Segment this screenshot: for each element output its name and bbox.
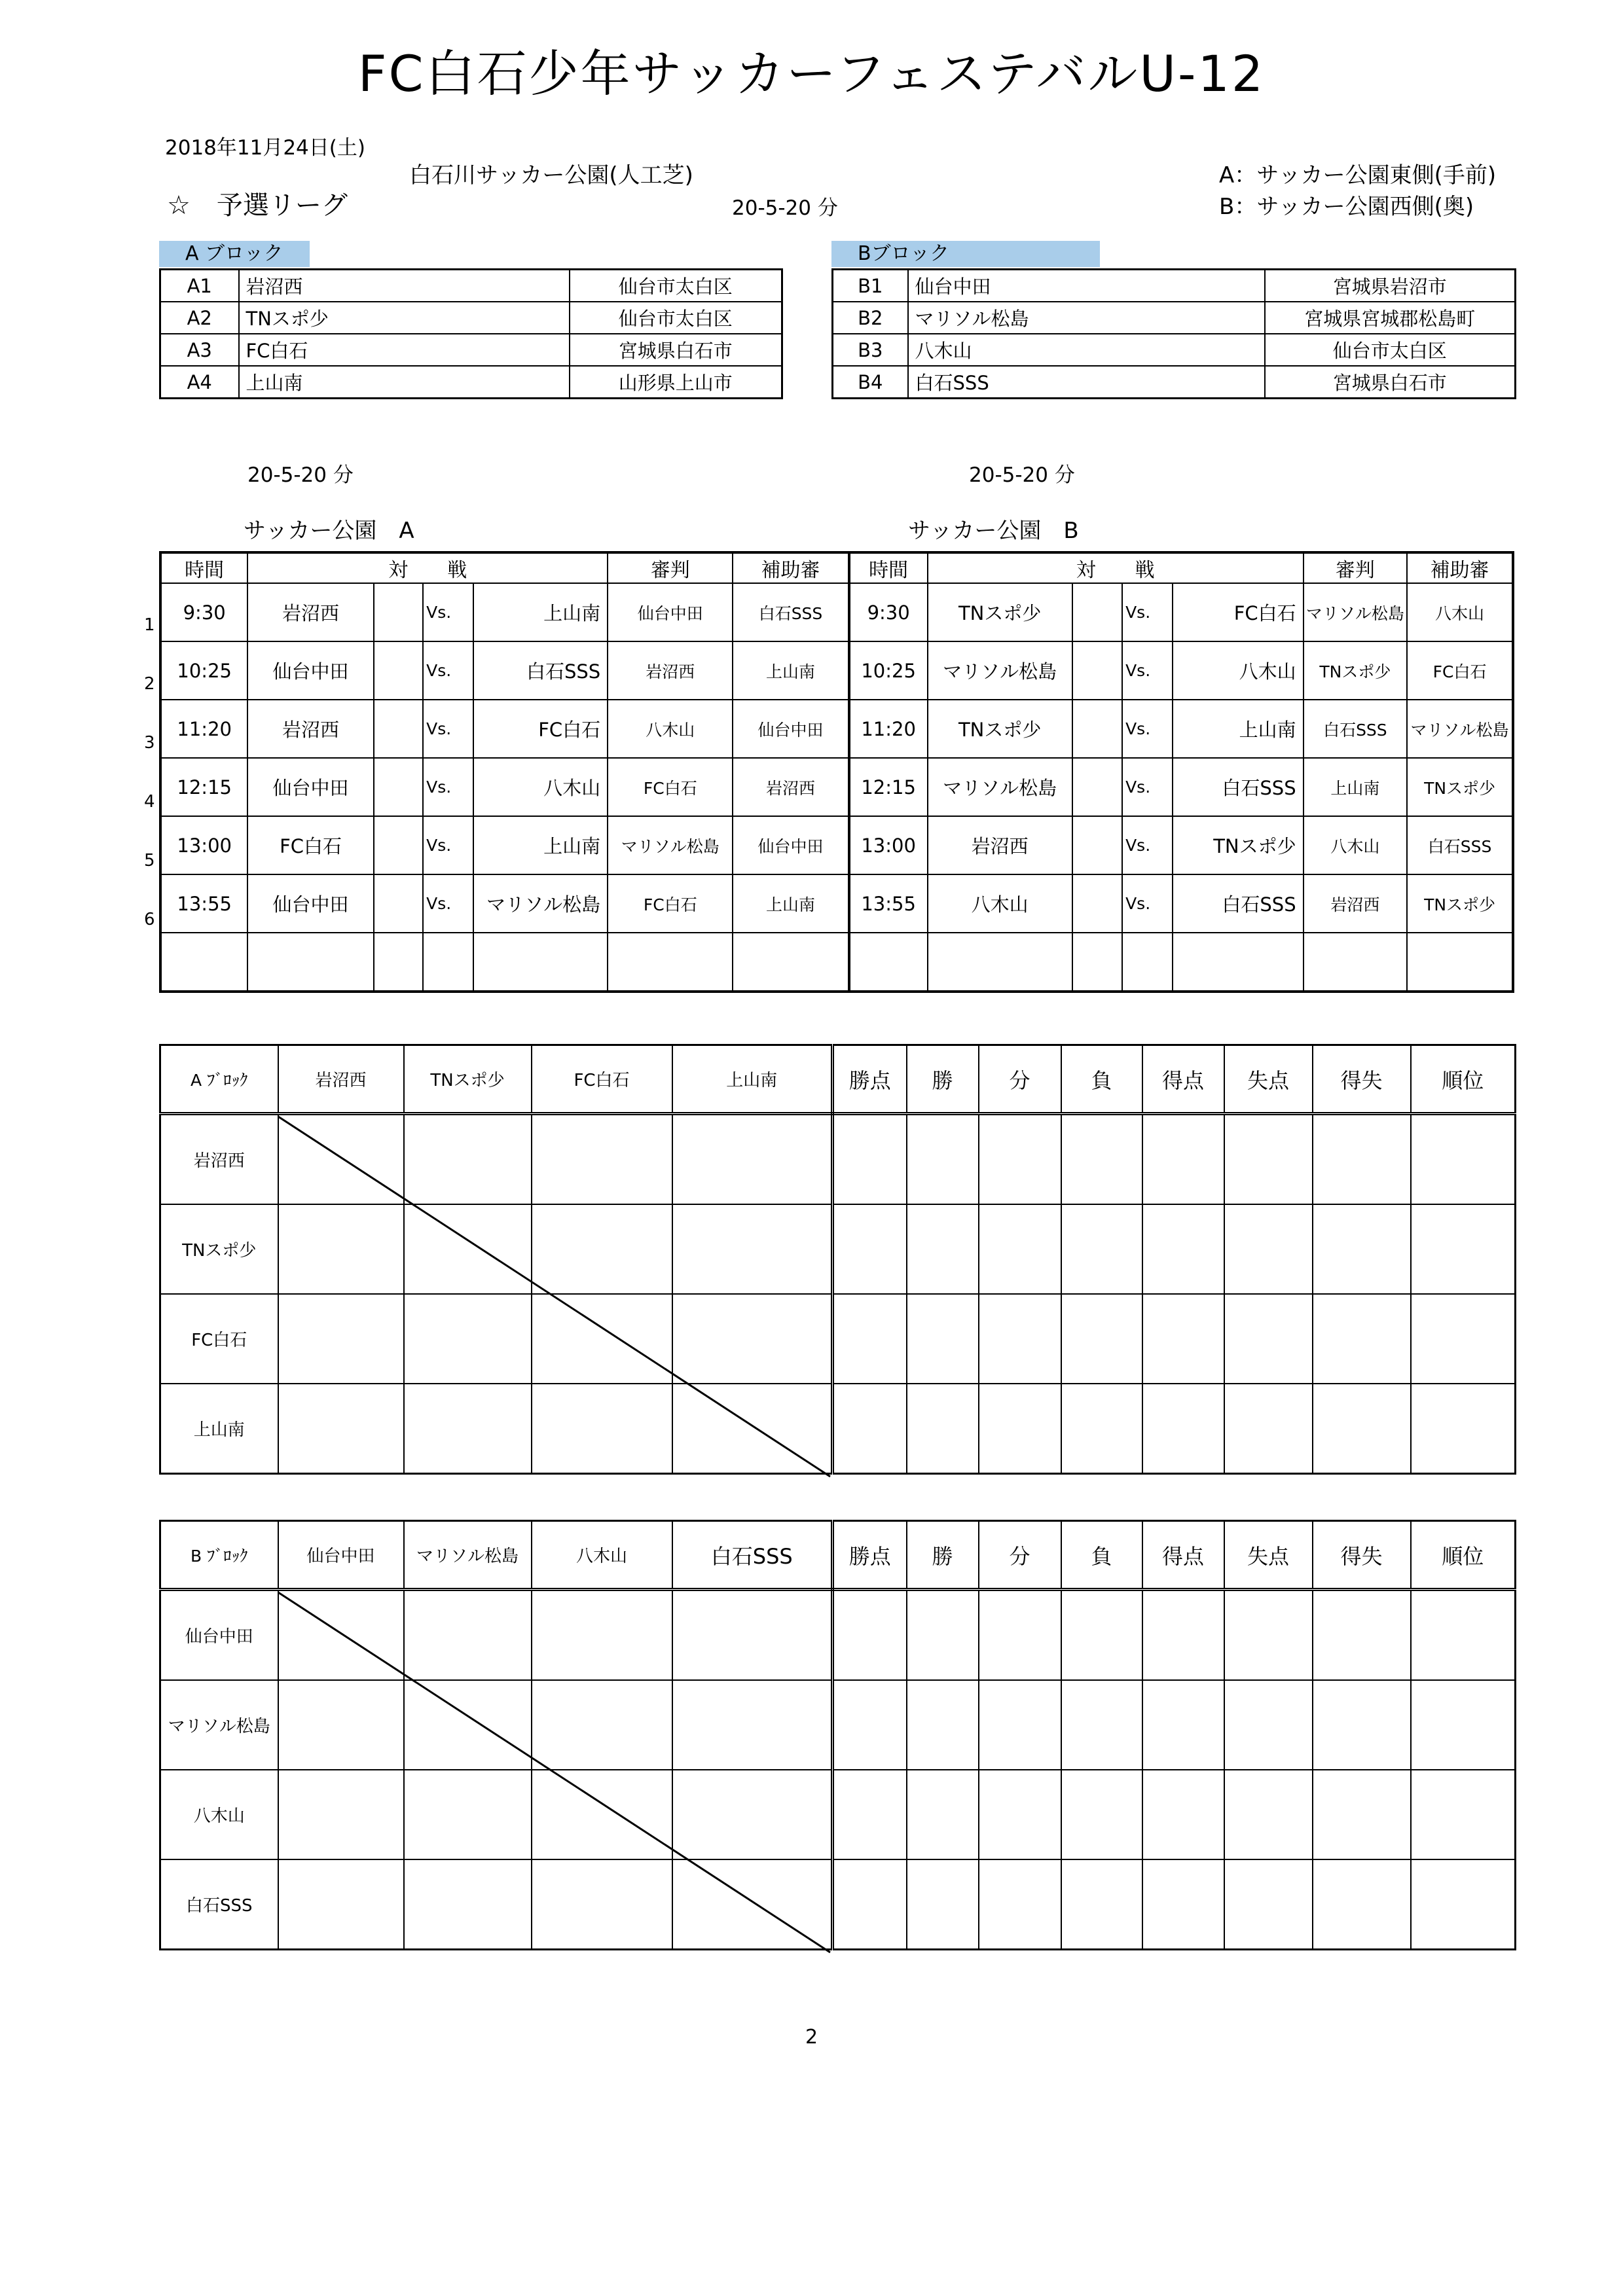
team-place: 仙台市太白区: [570, 270, 782, 302]
team-name: 岩沼西: [239, 270, 570, 302]
vs-label: Vs.: [1122, 874, 1173, 933]
assistant-referee: 仙台中田: [733, 700, 848, 758]
referee: 仙台中田: [608, 583, 733, 641]
vs-label: Vs.: [1122, 758, 1173, 816]
header-time: 時間: [160, 552, 247, 583]
home-score: [374, 874, 423, 933]
court-b-note: B：サッカー公園西側(奥): [1219, 194, 1474, 220]
vs-label: Vs.: [1122, 583, 1173, 641]
team-id: B2: [833, 302, 908, 334]
table-row: [833, 366, 1516, 399]
row-team: TNスポ少: [160, 1204, 278, 1294]
home-score: [374, 758, 423, 816]
table-row-empty: [160, 933, 1513, 992]
referee: 上山南: [1304, 758, 1408, 816]
column-team: 八木山: [532, 1521, 672, 1590]
away-team: 白石SSS: [1173, 758, 1304, 816]
match-time: 10:25: [160, 641, 247, 700]
away-team: FC白石: [473, 700, 608, 758]
event-date: 2018年11月24日(土): [165, 136, 365, 160]
home-team: 岩沼西: [928, 816, 1072, 874]
match-time: 11:20: [849, 700, 928, 758]
home-score: [374, 583, 423, 641]
home-team: マリソル松島: [928, 758, 1072, 816]
away-team: 八木山: [473, 758, 608, 816]
team-place: 宮城県白石市: [1265, 366, 1516, 399]
assistant-referee: TNスポ少: [1407, 874, 1513, 933]
home-team: 八木山: [928, 874, 1072, 933]
match-time: 13:00: [160, 816, 247, 874]
table-row: [160, 583, 1513, 641]
column-team: 上山南: [672, 1045, 833, 1114]
vs-label: Vs.: [423, 758, 473, 816]
match-format: 20-5-20 分: [732, 196, 838, 220]
assistant-referee: 白石SSS: [733, 583, 848, 641]
table-row: [160, 1859, 1516, 1950]
home-team: FC白石: [247, 816, 373, 874]
vs-label: Vs.: [423, 816, 473, 874]
home-score: [1072, 816, 1123, 874]
home-team: TNスポ少: [928, 583, 1072, 641]
table-row: [833, 302, 1516, 334]
row-team: 白石SSS: [160, 1859, 278, 1950]
table-row: [160, 1114, 1516, 1205]
table-row: [160, 366, 782, 399]
table-header-row: [160, 1521, 1516, 1590]
vs-label: Vs.: [423, 700, 473, 758]
away-team: TNスポ少: [1173, 816, 1304, 874]
table-row: [160, 1680, 1516, 1770]
header-goals-against: 失点: [1224, 1521, 1313, 1590]
away-team: 白石SSS: [473, 641, 608, 700]
schedule-b-format: 20-5-20 分: [969, 463, 1075, 487]
block-a-result-table: [159, 1044, 1516, 1475]
away-team: マリソル松島: [473, 874, 608, 933]
round-number: 3: [144, 733, 155, 753]
referee: FC白石: [608, 874, 733, 933]
table-row: [160, 334, 782, 366]
header-goal-diff: 得失: [1313, 1521, 1411, 1590]
row-team: FC白石: [160, 1294, 278, 1384]
referee: 八木山: [608, 700, 733, 758]
round-number: 1: [144, 615, 155, 635]
header-goals-against: 失点: [1224, 1045, 1313, 1114]
match-time: 9:30: [160, 583, 247, 641]
vs-label: Vs.: [423, 583, 473, 641]
away-team: 八木山: [1173, 641, 1304, 700]
vs-label: Vs.: [1122, 641, 1173, 700]
section-title: ☆ 予選リーグ: [167, 190, 348, 221]
team-id: A4: [160, 366, 239, 399]
team-place: 仙台市太白区: [570, 302, 782, 334]
row-team: 仙台中田: [160, 1590, 278, 1681]
home-team: 仙台中田: [247, 758, 373, 816]
team-place: 山形県上山市: [570, 366, 782, 399]
table-header-row: [160, 1045, 1516, 1114]
table-row: [160, 874, 1513, 933]
page-number: 2: [805, 2026, 818, 2049]
round-number: 6: [144, 910, 155, 929]
match-time: 12:15: [160, 758, 247, 816]
table-row: [160, 1384, 1516, 1474]
table-row: [160, 1294, 1516, 1384]
row-team: 上山南: [160, 1384, 278, 1474]
home-score: [1072, 641, 1123, 700]
home-team: マリソル松島: [928, 641, 1072, 700]
column-team: 仙台中田: [278, 1521, 404, 1590]
team-id: A3: [160, 334, 239, 366]
away-team: FC白石: [1173, 583, 1304, 641]
assistant-referee: FC白石: [1407, 641, 1513, 700]
team-name: 白石SSS: [908, 366, 1265, 399]
assistant-referee: TNスポ少: [1407, 758, 1513, 816]
assistant-referee: 八木山: [1407, 583, 1513, 641]
table-row: [160, 1770, 1516, 1859]
team-place: 宮城県白石市: [570, 334, 782, 366]
home-score: [374, 641, 423, 700]
table-row: [160, 1204, 1516, 1294]
table-row: [160, 1590, 1516, 1681]
team-name: 仙台中田: [908, 270, 1265, 302]
header-referee: 審判: [1304, 552, 1408, 583]
column-team: 岩沼西: [278, 1045, 404, 1114]
team-id: A1: [160, 270, 239, 302]
match-time: 11:20: [160, 700, 247, 758]
page-title: FC白石少年サッカーフェステバルU-12: [357, 45, 1266, 103]
block-a-teams-table: [159, 268, 783, 399]
referee: マリソル松島: [608, 816, 733, 874]
header-draws: 分: [979, 1045, 1061, 1114]
vs-label: Vs.: [423, 874, 473, 933]
header-assistant: 補助審: [1407, 552, 1513, 583]
table-header-row: [160, 552, 1513, 583]
header-draws: 分: [979, 1521, 1061, 1590]
header-goals-for: 得点: [1142, 1521, 1224, 1590]
table-row: [833, 334, 1516, 366]
table-row: [833, 270, 1516, 302]
venue-name: 白石川サッカー公園(人工芝): [409, 162, 693, 188]
home-team: 岩沼西: [247, 583, 373, 641]
block-a-label: A ブロック: [159, 241, 310, 267]
header-goal-diff: 得失: [1313, 1045, 1411, 1114]
match-time: 13:55: [849, 874, 928, 933]
block-b-label: Bブロック: [831, 241, 1100, 267]
table-row: [160, 302, 782, 334]
home-score: [374, 700, 423, 758]
header-rank: 順位: [1411, 1045, 1516, 1114]
vs-label: Vs.: [1122, 700, 1173, 758]
home-team: TNスポ少: [928, 700, 1072, 758]
home-score: [374, 816, 423, 874]
home-score: [1072, 874, 1123, 933]
away-team: 上山南: [1173, 700, 1304, 758]
assistant-referee: マリソル松島: [1407, 700, 1513, 758]
row-team: 岩沼西: [160, 1114, 278, 1205]
column-team: FC白石: [532, 1045, 672, 1114]
away-team: 上山南: [473, 816, 608, 874]
match-schedule-table: [159, 551, 1514, 993]
team-place: 宮城県宮城郡松島町: [1265, 302, 1516, 334]
referee: 岩沼西: [608, 641, 733, 700]
match-time: 13:00: [849, 816, 928, 874]
header-wins: 勝: [907, 1045, 979, 1114]
away-team: 上山南: [473, 583, 608, 641]
row-team: マリソル松島: [160, 1680, 278, 1770]
row-team: 八木山: [160, 1770, 278, 1859]
team-place: 仙台市太白区: [1265, 334, 1516, 366]
home-team: 仙台中田: [247, 874, 373, 933]
header-match: 対 戦: [928, 552, 1304, 583]
header-time: 時間: [849, 552, 928, 583]
home-team: 仙台中田: [247, 641, 373, 700]
vs-label: Vs.: [1122, 816, 1173, 874]
team-name: FC白石: [239, 334, 570, 366]
team-name: マリソル松島: [908, 302, 1265, 334]
referee: TNスポ少: [1304, 641, 1408, 700]
assistant-referee: 岩沼西: [733, 758, 848, 816]
home-score: [1072, 758, 1123, 816]
court-a-note: A：サッカー公園東側(手前): [1219, 162, 1497, 188]
block-label: B ﾌﾞﾛｯｸ: [160, 1521, 278, 1590]
assistant-referee: 上山南: [733, 874, 848, 933]
referee: 八木山: [1304, 816, 1408, 874]
table-row: [160, 641, 1513, 700]
assistant-referee: 白石SSS: [1407, 816, 1513, 874]
match-time: 10:25: [849, 641, 928, 700]
column-team: 白石SSS: [672, 1521, 833, 1590]
home-score: [1072, 583, 1123, 641]
court-b-title: サッカー公園 B: [908, 518, 1079, 544]
home-team: 岩沼西: [247, 700, 373, 758]
team-id: B1: [833, 270, 908, 302]
column-team: マリソル松島: [404, 1521, 532, 1590]
team-name: 八木山: [908, 334, 1265, 366]
assistant-referee: 仙台中田: [733, 816, 848, 874]
header-goals-for: 得点: [1142, 1045, 1224, 1114]
team-name: 上山南: [239, 366, 570, 399]
header-losses: 負: [1061, 1521, 1142, 1590]
round-number: 2: [144, 674, 155, 694]
table-row: [160, 758, 1513, 816]
round-number: 5: [144, 851, 155, 870]
round-number: 4: [144, 792, 155, 812]
match-time: 12:15: [849, 758, 928, 816]
court-a-title: サッカー公園 A: [244, 518, 414, 544]
header-wins: 勝: [907, 1521, 979, 1590]
header-points: 勝点: [833, 1521, 907, 1590]
header-assistant: 補助審: [733, 552, 848, 583]
vs-label: Vs.: [423, 641, 473, 700]
home-score: [1072, 700, 1123, 758]
referee: 白石SSS: [1304, 700, 1408, 758]
assistant-referee: 上山南: [733, 641, 848, 700]
schedule-a-format: 20-5-20 分: [247, 463, 354, 487]
header-match: 対 戦: [247, 552, 608, 583]
referee: 岩沼西: [1304, 874, 1408, 933]
column-team: TNスポ少: [404, 1045, 532, 1114]
team-name: TNスポ少: [239, 302, 570, 334]
table-row: [160, 700, 1513, 758]
team-id: A2: [160, 302, 239, 334]
header-points: 勝点: [833, 1045, 907, 1114]
referee: マリソル松島: [1304, 583, 1408, 641]
match-time: 13:55: [160, 874, 247, 933]
away-team: 白石SSS: [1173, 874, 1304, 933]
referee: FC白石: [608, 758, 733, 816]
team-id: B4: [833, 366, 908, 399]
match-time: 9:30: [849, 583, 928, 641]
header-rank: 順位: [1411, 1521, 1516, 1590]
block-label: A ﾌﾞﾛｯｸ: [160, 1045, 278, 1114]
block-b-result-table: [159, 1520, 1516, 1950]
team-place: 宮城県岩沼市: [1265, 270, 1516, 302]
team-id: B3: [833, 334, 908, 366]
table-row: [160, 270, 782, 302]
header-referee: 審判: [608, 552, 733, 583]
block-b-teams-table: [831, 268, 1516, 399]
table-row: [160, 816, 1513, 874]
header-losses: 負: [1061, 1045, 1142, 1114]
